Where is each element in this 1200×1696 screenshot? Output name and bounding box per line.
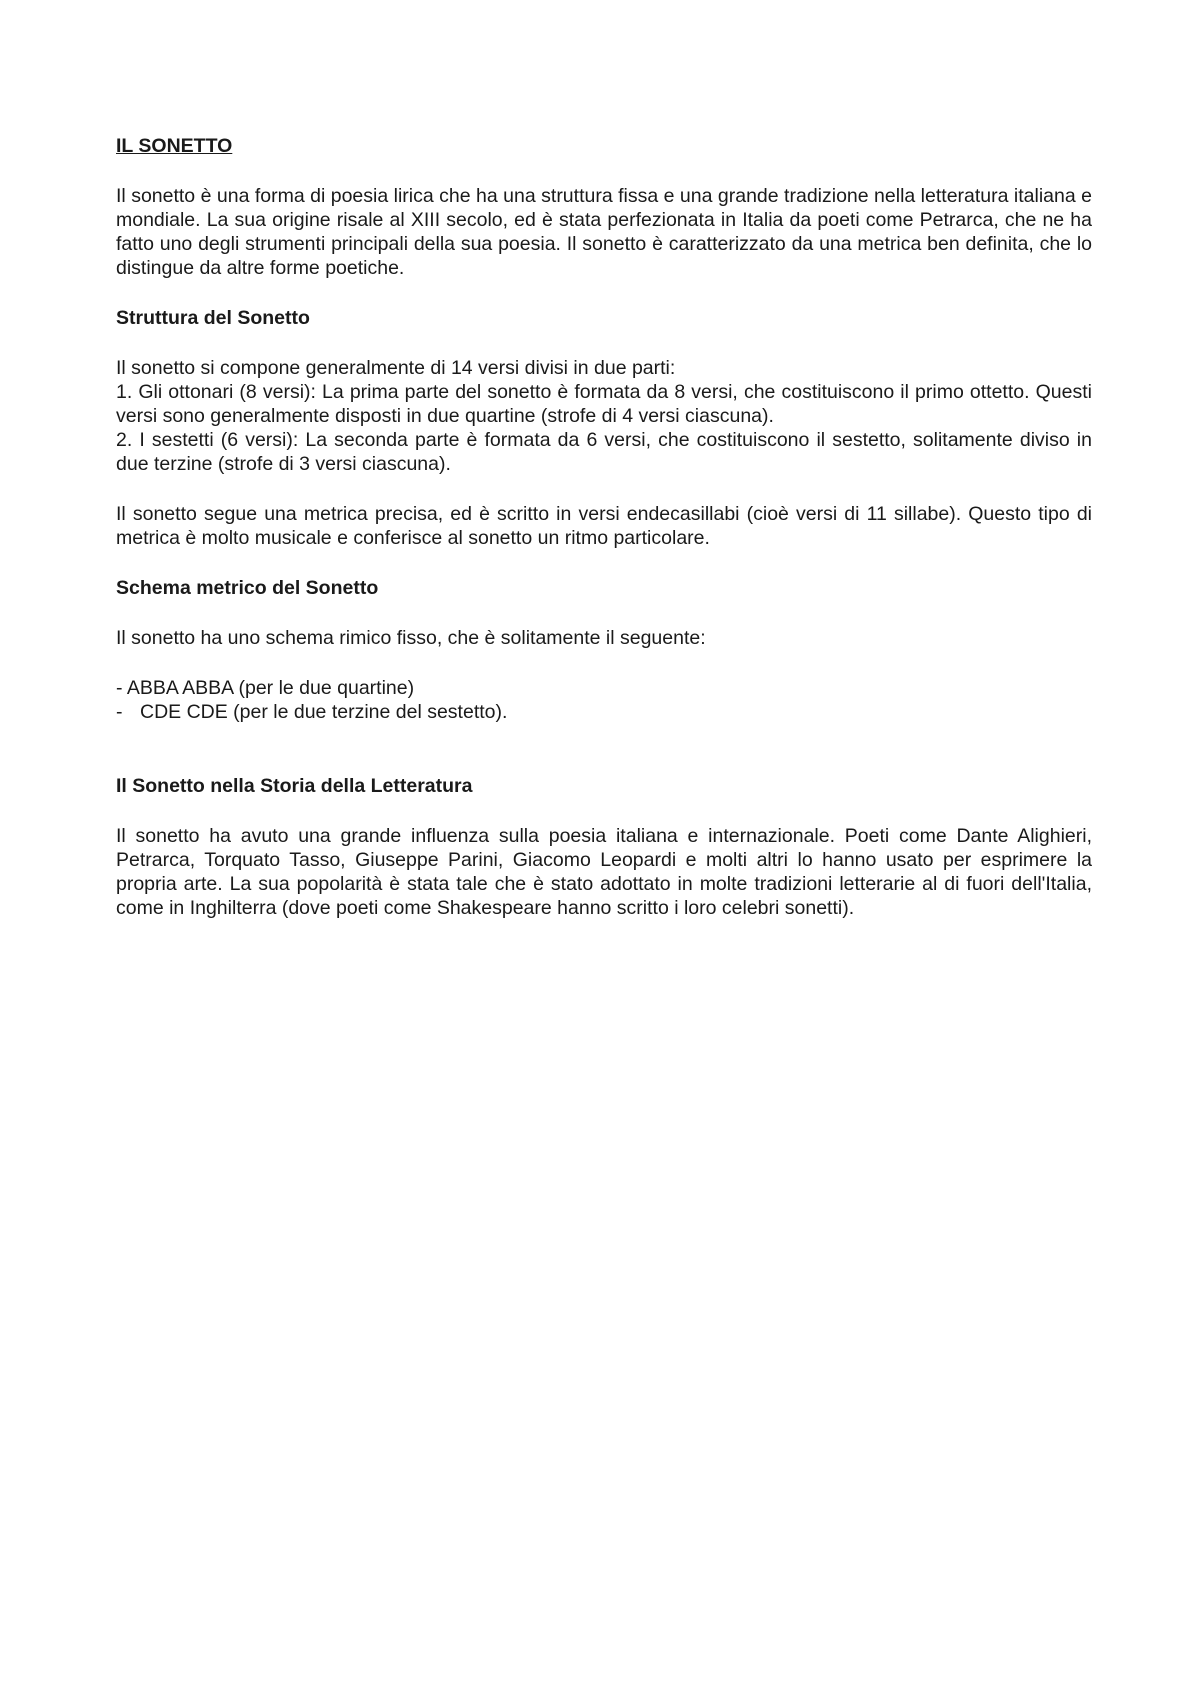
document-title: IL SONETTO <box>116 135 233 157</box>
metric-note-paragraph: Il sonetto segue una metrica precisa, ed è scritto in versi endecasillabi (cioè versi di 11 sillabe). Questo tipo di metrica è molto musicale e conferisce al sonetto un ritmo particolare. <box>116 503 1092 549</box>
scheme-item-1: - ABBA ABBA (per le due quartine) <box>116 677 415 699</box>
scheme-list <box>116 676 1092 724</box>
scheme-item-2-text: CDE CDE (per le due terzine del sestetto). <box>140 701 508 723</box>
history-paragraph: Il sonetto ha avuto una grande influenza sulla poesia italiana e internazionale. Poeti come Dante Alighieri, Petrarca, Torquato Tasso, Giuseppe Parini, Giacomo Leopardi e molti altri lo hanno usato per esprimere la propria arte. La sua popolarità è stata tale che è stato adottato in molte tradizioni letterarie al di fuori dell'Italia, come in Inghilterra (dove poeti come Shakespeare hanno scritto i loro celebri sonetti). <box>116 825 1092 919</box>
structure-list <box>116 356 1092 476</box>
scheme-item-2-dash: - <box>116 701 123 723</box>
history-heading: Il Sonetto nella Storia della Letteratura <box>116 775 473 797</box>
structure-heading: Struttura del Sonetto <box>116 307 310 329</box>
scheme-item-2 <box>116 700 1092 724</box>
intro-paragraph: Il sonetto è una forma di poesia lirica che ha una struttura fissa e una grande tradizione nella letteratura italiana e mondiale. La sua origine risale al XIII secolo, ed è stata perfezionata in Italia da poeti come Petrarca, che ne ha fatto uno degli strumenti principali della sua poesia. Il sonetto è caratterizzato da una metrica ben definita, che lo distingue da altre forme poetiche. <box>116 185 1092 279</box>
structure-lead: Il sonetto si compone generalmente di 14 versi divisi in due parti: <box>116 357 676 379</box>
structure-item-2: 2. I sestetti (6 versi): La seconda parte è formata da 6 versi, che costituiscono il sestetto, solitamente diviso in due terzine (strofe di 3 versi ciascuna). <box>116 429 1092 475</box>
structure-item-1: 1. Gli ottonari (8 versi): La prima parte del sonetto è formata da 8 versi, che costituiscono il primo ottetto. Questi versi sono generalmente disposti in due quartine (strofe di 4 versi ciascuna). <box>116 381 1092 427</box>
scheme-heading: Schema metrico del Sonetto <box>116 577 379 599</box>
document-page <box>116 134 1092 946</box>
scheme-lead: Il sonetto ha uno schema rimico fisso, che è solitamente il seguente: <box>116 627 706 649</box>
